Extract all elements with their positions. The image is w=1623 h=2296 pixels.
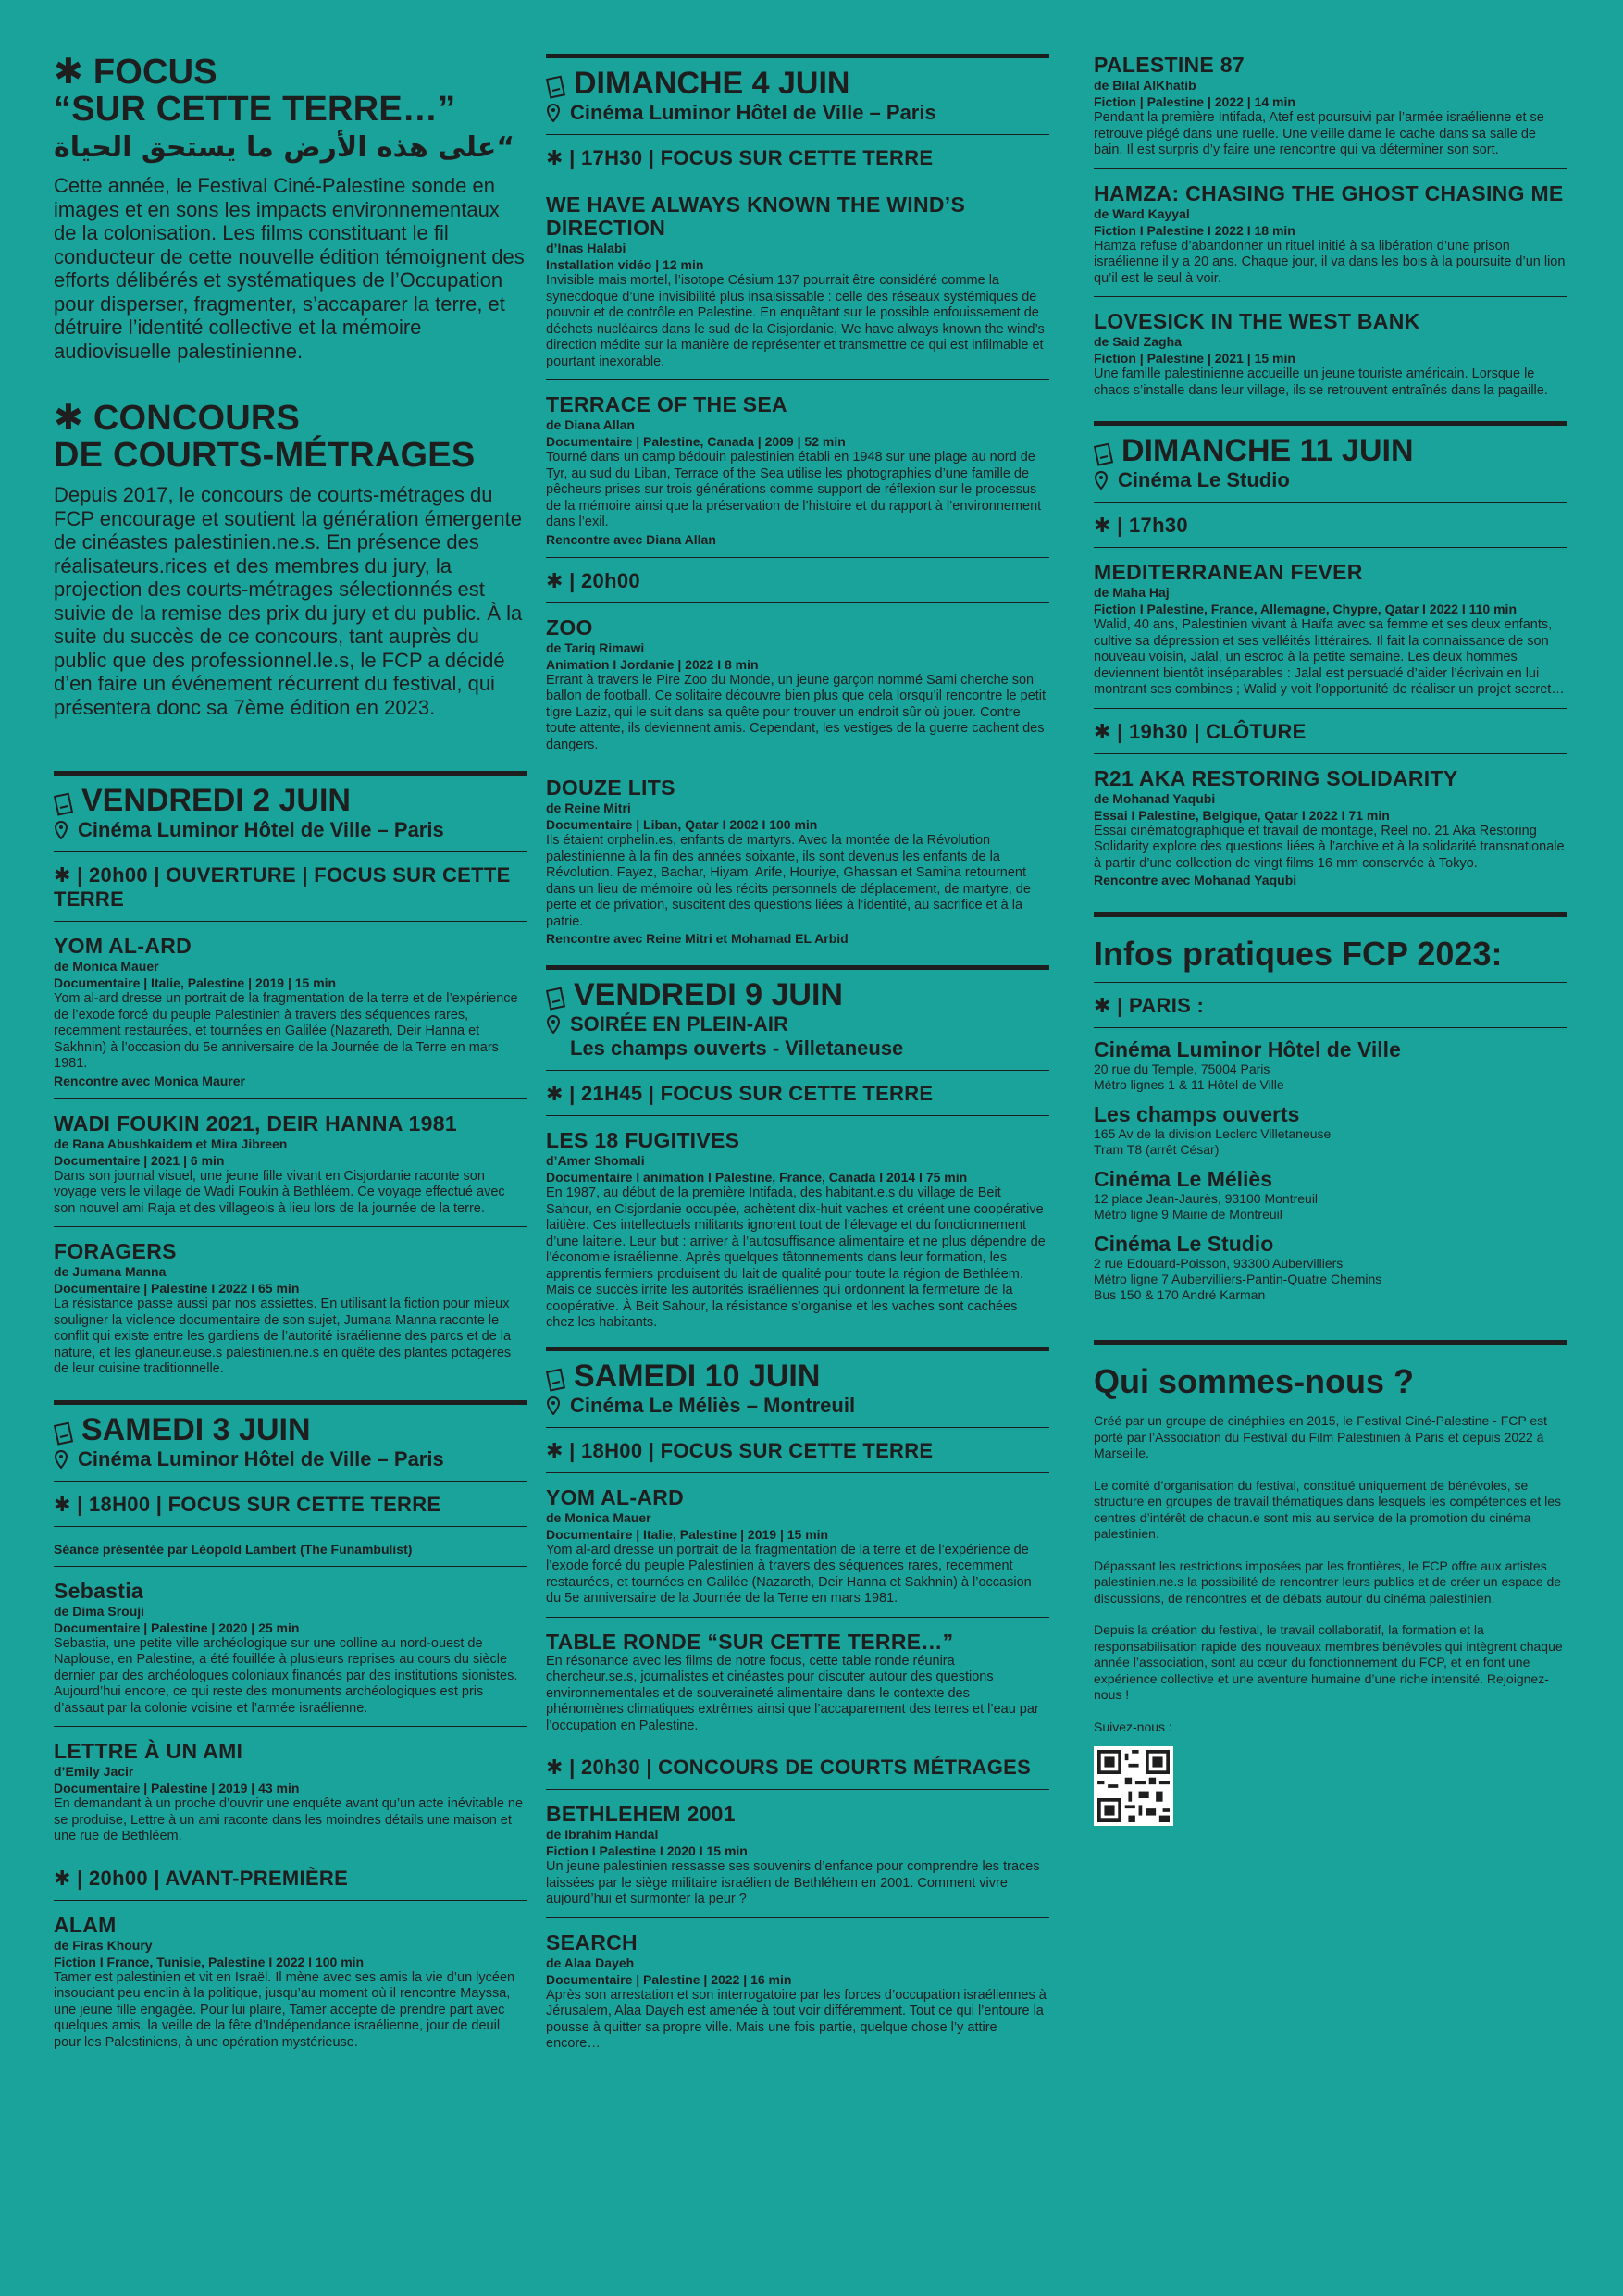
venues-list bbox=[1094, 1037, 1567, 1303]
film-entry bbox=[54, 1740, 527, 1845]
film-director: de Tariq Rimawi bbox=[546, 639, 645, 655]
qr-code-icon[interactable] bbox=[1094, 1746, 1173, 1826]
divider bbox=[1094, 296, 1567, 297]
film-title: YOM AL-ARD bbox=[54, 934, 192, 958]
film-director: de Mohanad Yaqubi bbox=[1094, 790, 1216, 806]
star-icon: ✱ bbox=[1094, 514, 1111, 537]
film-description: La résistance passe aussi par nos assiettes. En utilisant la fiction pour mieux souligner la violence documentaire de son sujet, Jumana Manna raconte le conflit qui existe entre les gardiens de l’autorité israélienne des parcs et de la nature, et les glaneur.euse.s palestinien.ne.s en quête des plantes potagères de leur cuisine traditionnelle. bbox=[54, 1297, 512, 1376]
star-icon: ✱ bbox=[54, 1866, 71, 1890]
focus-text: Cette année, le Festival Ciné-Palestine sonde en images et en sons les impacts environnementaux de la colonisation. Les films constituant le fil conducteur de cette nouvelle édition témoignent des efforts délibérés et systématiques de l’Occupation pour disperser, fragmenter, s’accaparer la terre, et détruire l’identité collective et la mémoire audiovisuelle palestinienne. bbox=[54, 174, 525, 363]
film-entry bbox=[54, 935, 527, 1089]
session-heading: ✱ | 20h00 | AVANT-PREMIÈRE bbox=[54, 1866, 349, 1890]
film-entry bbox=[1094, 767, 1567, 889]
venue: SOIRÉE EN PLEIN-AIR Les champs ouverts - Villetaneuse bbox=[546, 1012, 1049, 1061]
venue: Cinéma Luminor Hôtel de Ville – Paris bbox=[546, 101, 1049, 125]
qui-sommes-nous bbox=[1094, 1340, 1567, 1831]
film-meta: Documentaire | Palestine | 2019 | 43 min bbox=[54, 1781, 300, 1795]
film-title: YOM AL-ARD bbox=[546, 1484, 685, 1509]
film-meta: Documentaire | Italie, Palestine | 2019 | 15 min bbox=[546, 1526, 829, 1542]
film-director: de Diana Allan bbox=[546, 417, 635, 432]
paris-heading: ✱ | PARIS : bbox=[1094, 994, 1205, 1017]
session-heading: ✱ | 20h00 bbox=[546, 568, 640, 592]
location-pin-icon bbox=[546, 104, 561, 122]
film-description: Dans son journal visuel, une jeune fille vivant en Cisjordanie raconte son voyage vers le village de Wadi Foukin à Bethléem. Ce voyage effectué avec son nouvel ami Raja et des villageois à lieu lors de la journée de la terre. bbox=[54, 1168, 505, 1216]
divider bbox=[54, 1098, 527, 1099]
venue-address: 2 rue Edouard-Poisson, 93300 Aubervilliers bbox=[1094, 1256, 1344, 1271]
day-title: SAMEDI 3 JUIN bbox=[81, 1411, 311, 1447]
film-title: FORAGERS bbox=[54, 1239, 177, 1263]
film-director: de Jumana Manna bbox=[54, 1264, 167, 1279]
ticket-icon bbox=[546, 987, 566, 1011]
film-meta: Fiction I Palestine I 2022 I 18 min bbox=[1094, 222, 1295, 238]
film-description: Invisible mais mortel, l’isotope Césium 137 pourrait être considéré comme la synecdoque d’une invisibilité plus insaisissable : celle des réseaux systémiques de pouvoir et de contrôle en Palestine. En enquêtant sur le possible enfouissement de déchets nucléaires dans le sud de la Cisjordanie, We have always known the wind’s direction médite sur la manière de représenter et transmettre ce qui est infilmable et pourtant inexorable. bbox=[546, 273, 1045, 369]
film-meta: Documentaire | Palestine | 2022 | 16 min bbox=[546, 1971, 792, 1987]
film-entry bbox=[1094, 182, 1567, 288]
day-title: SAMEDI 10 JUIN bbox=[574, 1358, 821, 1394]
qui-title: Qui sommes-nous ? bbox=[1094, 1362, 1415, 1400]
ticket-icon bbox=[546, 1368, 566, 1392]
divider bbox=[54, 1226, 527, 1227]
film-description: Un jeune palestinien ressasse ses souvenirs d’enfance pour comprendre les traces laissées par le siège militaire israélien de Bethléhem en 2001. Comment vivre aujourd’hui et surmonter la peur ? bbox=[546, 1859, 1040, 1906]
venue-transport: Tram T8 (arrêt César) bbox=[1094, 1142, 1220, 1157]
film-entry bbox=[546, 616, 1049, 754]
film-meta: Fiction | Palestine | 2022 | 14 min bbox=[1094, 94, 1295, 109]
film-title: ZOO bbox=[546, 614, 593, 639]
day-dimanche-4 bbox=[546, 54, 1049, 947]
film-meta: Installation vidéo | 12 min bbox=[546, 257, 704, 272]
film-entry bbox=[546, 1803, 1049, 1908]
venue: Cinéma Le Studio bbox=[1094, 468, 1567, 492]
film-director: de Monica Mauer bbox=[54, 959, 159, 974]
session-heading: ✱ | 19h30 | CLÔTURE bbox=[1094, 719, 1307, 743]
film-description: En 1987, au début de la première Intifada, des habitant.e.s du village de Beit Sahour, en Cisjordanie occupée, achètent dix-huit vaches et créent une coopérative laitière. Ces intellectuels militants ignorent tout de l’élevage et du fonctionnement d’une laiterie. Leur but : arriver à l’autosuffisance alimentaire et ne plus dépendre de l’économie israélienne. Après quelques tâtonnements dans leur formation, les apprentis fermiers produisent du lait de qualité pour toute la région de Bethléem. Mais ce succès irrite les autorités israéliennes qui ordonnent la fermeture de la coopérative. À Beit Sahour, la résistance s’organise et les vaches sont cachées chez les habitants. bbox=[546, 1185, 1046, 1330]
film-entry bbox=[546, 776, 1049, 947]
venue-entry bbox=[1094, 1037, 1567, 1093]
film-description: Après son arrestation et son interrogatoire par les forces d’occupation israéliennes à Jérusalem, Alaa Dayeh est amenée à tout voir différemment. Tout ce qui l’entoure la pousse à quitter sa propre ville. Mais une fois partie, quelque chose l’y attire encore… bbox=[546, 1987, 1047, 2051]
star-icon: ✱ bbox=[546, 568, 564, 592]
film-director: de Rana Abushkaidem et Mira Jibreen bbox=[54, 1136, 288, 1151]
film-meta: Documentaire | Italie, Palestine | 2019 | 15 min bbox=[54, 975, 337, 990]
film-title: TERRACE OF THE SEA bbox=[546, 392, 787, 416]
film-description: Yom al-ard dresse un portrait de la fragmentation de la terre et de l’expérience de l’exode forcé du peuple Palestinien à travers des séquences rares, recemment restaurées, et tournées en Galilée (Nazareth, Deir Hanna et Sakhnin) à l’occasion du 5e anniversaire de la Journée de la Terre en mars 1981. bbox=[54, 991, 518, 1071]
film-meta: Documentaire | Palestine, Canada | 2009 | 52 min bbox=[546, 434, 846, 449]
film-description: Tamer est palestinien et vit en Israël. Il mène avec ses amis la vie d’un lycéen insouciant peu enclin à la politique, jusqu’au moment où il rencontre Mayssa, une jeune fille engagée. Pour lui plaire, Tamer accepte de prendre part avec quelques amis, la veille de la fête d’Indépendance israélienne, jour de deuil pour les Palestiniens, à une opération mystérieuse. bbox=[54, 1969, 515, 2050]
film-entry bbox=[546, 1931, 1049, 2053]
film-meeting: Rencontre avec Reine Mitri et Mohamad EL Arbid bbox=[546, 931, 849, 946]
session-heading: ✱ | 21H45 | FOCUS SUR CETTE TERRE bbox=[546, 1082, 934, 1105]
film-description: Hamza refuse d’abandonner un rituel initié à sa libération d’une prison israélienne il y a 20 ans. Chaque jour, il va dans les bois à la poursuite d’un lion qu’il est le seul à voir. bbox=[1094, 238, 1566, 286]
infos-title: Infos pratiques FCP 2023: bbox=[1094, 935, 1503, 973]
venue-address: 165 Av de la division Leclerc Villetaneuse bbox=[1094, 1126, 1332, 1141]
location-pin-icon bbox=[546, 1396, 561, 1415]
film-title: DOUZE LITS bbox=[546, 776, 675, 800]
film-entry bbox=[54, 1240, 527, 1378]
ticket-icon bbox=[54, 1421, 74, 1446]
film-director: d’Inas Halabi bbox=[546, 241, 626, 255]
arabic-title: “على هذه الأرض ما يستحق الحياة bbox=[54, 131, 515, 164]
day-title: VENDREDI 2 JUIN bbox=[81, 783, 351, 818]
film-description: Ils étaient orphelin.es, enfants de martyrs. Avec la montée de la Révolution palestinienne à la fin des années soixante, ils sont devenus les enfants de la Révolution. Fayez, Bachar, Hiyam, Arife, Houriye, Ghassan et Samiha retournent dans un lieu de mémoire où les récits personnels de déplacement, de martyre, de perte et de privation, suscitent des questions liées à l’identité, au sacrifice et à la patrie. bbox=[546, 833, 1031, 929]
day-samedi-10 bbox=[546, 1347, 1049, 2053]
film-meta: Documentaire | 2021 | 6 min bbox=[54, 1152, 225, 1168]
session-heading: ✱ | 17H30 | FOCUS SUR CETTE TERRE bbox=[546, 146, 934, 169]
session-heading: ✱ | 18H00 | FOCUS SUR CETTE TERRE bbox=[54, 1492, 441, 1516]
film-description: En résonance avec les films de notre focus, cette table ronde réunira chercheur.se.s, journalistes et cinéastes pour discuter autour des questions environnementales et de souveraineté alimentaire dans le contexte des phénomènes climatiques extrêmes ainsi que l’accaparement des terres et l’eau par l’occupation en Palestine. bbox=[546, 1653, 1039, 1733]
venue-transport: Métro ligne 7 Aubervilliers-Pantin-Quatre Chemins bbox=[1094, 1272, 1382, 1286]
qui-text: Créé par un groupe de cinéphiles en 2015, le Festival Ciné-Palestine - FCP est porté par l’Association du Festival du Film Palestinien à Paris et depuis 2022 à Marseille. Le comité d’organisation du festival, constitué uniquement de bénévoles, se structure en groupes de travail thématiques dans lesquels les compétences et les centres d’intérêt de chacun.e sont mis au service de la promotion du cinéma palestinien. Dépassant les restrictions imposées par les frontières, le FCP offre aux artistes palestinien.ne.s la possibilité de rencontrer leurs publics et de créer un espace de discussions, de rencontres et de débats autour du cinéma palestinien. Depuis la création du festival, le travail collaboratif, la formation et la responsabilisation rapide des nouveaux membres bénévoles qui intègrent chaque année l’association, sont au cœur du fonctionnement du FCP, et en font une expérience collective et une aventure humaine d’une riche intensité. Rejoignez-nous ! Suivez-nous : bbox=[1094, 1413, 1563, 1734]
film-entry bbox=[546, 1631, 1049, 1735]
session-heading: ✱ | 18H00 | FOCUS SUR CETTE TERRE bbox=[546, 1438, 934, 1462]
divider bbox=[1094, 168, 1567, 169]
session-heading: ✱ | 20h00 | OUVERTURE | FOCUS SUR CETTE TERRE bbox=[54, 863, 511, 911]
divider bbox=[546, 379, 1049, 380]
location-pin-icon bbox=[54, 1450, 68, 1469]
venue-name: Cinéma Luminor Hôtel de Ville bbox=[1094, 1037, 1401, 1061]
star-icon: ✱ bbox=[54, 53, 84, 92]
venue-transport: Bus 150 & 170 André Karman bbox=[1094, 1287, 1266, 1302]
film-meta: Documentaire | Palestine | 2020 | 25 min bbox=[54, 1620, 300, 1635]
film-meeting: Rencontre avec Monica Maurer bbox=[54, 1073, 245, 1088]
film-director: d’Emily Jacir bbox=[54, 1764, 134, 1779]
day-vendredi-9 bbox=[546, 965, 1049, 1332]
venue: Cinéma Luminor Hôtel de Ville – Paris bbox=[54, 818, 527, 842]
film-director: d’Amer Shomali bbox=[546, 1153, 645, 1168]
film-description: Essai cinématographique et travail de montage, Reel no. 21 Aka Restoring Solidarity explore des questions liées à l’archive et à la solidarité transnationale à partir d’une collection de vingt films 16 mm conservée à Tokyo. bbox=[1094, 823, 1565, 871]
venue-address: 12 place Jean-Jaurès, 93100 Montreuil bbox=[1094, 1191, 1319, 1206]
film-meta: Documentaire I animation I Palestine, France, Canada I 2014 I 75 min bbox=[546, 1170, 968, 1185]
film-entry bbox=[546, 1486, 1049, 1607]
star-icon: ✱ bbox=[546, 1756, 564, 1779]
film-description: Walid, 40 ans, Palestinien vivant à Haïfa avec sa femme et ses deux enfants, cultive sa dépression et ses velléités littéraires. Il fait la connaissance de son nouveau voisin, Jalal, un escroc à la petite semaine. Les deux hommes deviennent bientôt inséparables : Jalal est persuadé d’aider l’écrivain en lui montrant ses combines ; Walid y voit l’opportunité de réaliser un projet secret… bbox=[1094, 617, 1565, 697]
session-heading: ✱ | 17h30 bbox=[1094, 514, 1188, 537]
film-title: WADI FOUKIN 2021, DEIR HANNA 1981 bbox=[54, 1111, 457, 1136]
venue-name: Cinéma Le Studio bbox=[1094, 1232, 1274, 1256]
divider bbox=[54, 1726, 527, 1727]
film-entry bbox=[54, 1580, 527, 1718]
film-entry bbox=[54, 1914, 527, 2052]
day-samedi-3 bbox=[54, 1400, 527, 2052]
venue: Cinéma Luminor Hôtel de Ville – Paris bbox=[54, 1447, 527, 1471]
star-icon: ✱ bbox=[54, 863, 71, 887]
film-meeting: Rencontre avec Diana Allan bbox=[546, 531, 716, 547]
column-middle bbox=[546, 54, 1049, 2053]
film-director: de Firas Khoury bbox=[54, 1937, 153, 1953]
film-meta: Animation I Jordanie | 2022 I 8 min bbox=[546, 656, 759, 672]
venue-name: Les champs ouverts bbox=[1094, 1102, 1300, 1126]
film-director: de Ward Kayyal bbox=[1094, 205, 1190, 221]
session-heading: ✱ | 20h30 | CONCOURS DE COURTS MÉTRAGES bbox=[546, 1756, 1032, 1779]
film-description: En demandant à un proche d’ouvrir une enquête avant qu’un acte inévitable ne se produise, Lettre à un ami raconte dans les moindres détails une maison et une rue de Bethléem. bbox=[54, 1796, 524, 1843]
day-title: DIMANCHE 4 JUIN bbox=[574, 66, 850, 101]
film-description: Pendant la première Intifada, Atef est poursuivi par l’armée israélienne et se retrouve piégé dans une ruelle. Une vieille dame le cache dans sa salle de bain. Il est surpris d’y faire une rencontre qui va déterminer son sort. bbox=[1094, 110, 1544, 157]
film-title: Sebastia bbox=[54, 1578, 144, 1603]
film-title: LES 18 FUGITIVES bbox=[546, 1128, 740, 1152]
film-meta: Documentaire | Liban, Qatar I 2002 I 100 min bbox=[546, 817, 818, 832]
film-meta: Fiction I France, Tunisie, Palestine I 2022 I 100 min bbox=[54, 1954, 365, 1969]
star-icon: ✱ bbox=[546, 1438, 564, 1462]
location-pin-icon bbox=[54, 821, 68, 839]
film-meta: Essai I Palestine, Belgique, Qatar I 2022 I 71 min bbox=[1094, 807, 1390, 823]
film-meta: Fiction | Palestine | 2021 | 15 min bbox=[1094, 351, 1295, 366]
star-icon: ✱ bbox=[1094, 994, 1111, 1017]
star-icon: ✱ bbox=[1094, 719, 1111, 743]
film-entry bbox=[54, 1112, 527, 1218]
film-meta: Documentaire | Palestine I 2022 I 65 min bbox=[54, 1281, 300, 1296]
film-entry bbox=[1094, 310, 1567, 399]
venue-entry bbox=[1094, 1232, 1567, 1303]
film-title: WE HAVE ALWAYS KNOWN THE WIND’S DIRECTION bbox=[546, 192, 966, 240]
venue: Cinéma Le Méliès – Montreuil bbox=[546, 1394, 1049, 1418]
focus-title: ✱ FOCUS “SUR CETTE TERRE…” bbox=[54, 53, 456, 129]
film-meeting: Rencontre avec Mohanad Yaqubi bbox=[1094, 873, 1297, 887]
star-icon: ✱ bbox=[546, 146, 564, 169]
film-director: de Bilal AlKhatib bbox=[1094, 78, 1196, 93]
film-director: de Ibrahim Handal bbox=[546, 1827, 659, 1842]
column-left bbox=[54, 54, 527, 2051]
film-title: LOVESICK IN THE WEST BANK bbox=[1094, 309, 1420, 333]
concours-text: Depuis 2017, le concours de courts-métrages du FCP encourage et soutient la génération émergente de cinéastes palestinien.ne.s. En présence des réalisateurs.rices et des membres du jury, la projection des courts-métrages sélectionnés est suivie de la remise des prix du jury et du public. À la suite du succès de ce concours, tant auprès du public que des professionnel.le.s, le FCP a décidé d’en faire un événement récurrent du festival, qui présentera donc sa 7ème édition en 2023. bbox=[54, 483, 523, 719]
divider bbox=[546, 557, 1049, 558]
film-title: SEARCH bbox=[546, 1930, 638, 1955]
location-pin-icon bbox=[1094, 471, 1109, 490]
divider bbox=[1094, 708, 1567, 709]
ticket-icon bbox=[546, 75, 566, 99]
film-entry bbox=[1094, 561, 1567, 699]
film-title: ALAM bbox=[54, 1912, 117, 1937]
film-description: Yom al-ard dresse un portrait de la fragmentation de la terre et de l’expérience de l’exode forcé du peuple Palestinien à travers des séquences rares, recemment restaurées, et tournées en Galilée (Nazareth, Deir Hanna et Sakhnin) à l’occasion du 5e anniversaire de la Journée de la Terre en mars 1981. bbox=[546, 1542, 1032, 1606]
film-entry bbox=[546, 1129, 1049, 1332]
star-icon: ✱ bbox=[54, 1492, 71, 1516]
column-right bbox=[1094, 54, 1567, 1831]
film-description: Une famille palestinienne accueille un jeune touriste américain. Lorsque le chaos s’installe dans leur village, ils se retrouvent entraînés dans la pagaille. bbox=[1094, 366, 1548, 398]
film-description: Errant à travers le Pire Zoo du Monde, un jeune garçon nommé Sami cherche son ballon de football. Ce solitaire découvre bien plus que cela lorsqu’il rencontre le petit tigre Laziz, qui le suit dans sa quête pour trouver un endroit sûr où jouer. Contre toute attente, ils deviennent amis. Cependant, les vestiges de la guerre cachent des dangers. bbox=[546, 672, 1047, 752]
day-dimanche-11 bbox=[1094, 421, 1567, 888]
film-entry bbox=[546, 193, 1049, 370]
film-entry bbox=[546, 393, 1049, 548]
venue-transport: Métro lignes 1 & 11 Hôtel de Ville bbox=[1094, 1077, 1284, 1092]
film-meta: Fiction I Palestine I 2020 I 15 min bbox=[546, 1843, 748, 1858]
film-entry bbox=[1094, 54, 1567, 159]
concours-title: ✱ CONCOURS DE COURTS-MÉTRAGES bbox=[54, 399, 476, 475]
film-director: de Said Zagha bbox=[1094, 334, 1182, 349]
infos-pratiques bbox=[1094, 912, 1567, 1303]
ticket-icon bbox=[54, 792, 74, 816]
divider bbox=[546, 1917, 1049, 1918]
venue-name: Cinéma Le Méliès bbox=[1094, 1167, 1273, 1191]
film-title: BETHLEHEM 2001 bbox=[546, 1802, 736, 1826]
divider bbox=[546, 1617, 1049, 1618]
film-title: PALESTINE 87 bbox=[1094, 53, 1245, 77]
venue-entry bbox=[1094, 1102, 1567, 1158]
film-director: de Monica Mauer bbox=[546, 1509, 651, 1525]
film-director: de Reine Mitri bbox=[546, 800, 631, 815]
day-vendredi-2 bbox=[54, 771, 527, 1378]
film-title: LETTRE À UN AMI bbox=[54, 1739, 243, 1763]
film-title: R21 AKA RESTORING SOLIDARITY bbox=[1094, 765, 1458, 790]
venue-transport: Métro ligne 9 Mairie de Montreuil bbox=[1094, 1207, 1282, 1222]
film-meta: Fiction I Palestine, France, Allemagne, Chypre, Qatar I 2022 I 110 min bbox=[1094, 602, 1517, 616]
film-title: HAMZA: CHASING THE GHOST CHASING ME bbox=[1094, 180, 1564, 205]
film-title: MEDITERRANEAN FEVER bbox=[1094, 560, 1363, 584]
film-director: de Alaa Dayeh bbox=[546, 1955, 635, 1970]
session-presenter: Séance présentée par Léopold Lambert (The Funambulist) bbox=[54, 1541, 413, 1557]
film-description: Tourné dans un camp bédouin palestinien établi en 1948 sur une plage au nord de Tyr, au sud du Liban, Terrace of the Sea utilise les photographies d’une famille de pêcheurs prises sur trois générations comme support de réflexion sur le processus de la mémoire ainsi que la préservation de l’histoire et du rapport à l’environnement dans l’exil. bbox=[546, 450, 1042, 529]
location-pin-icon bbox=[546, 1015, 561, 1034]
film-director: de Dima Srouji bbox=[54, 1603, 145, 1619]
ticket-icon bbox=[1094, 442, 1114, 466]
day-title: DIMANCHE 11 JUIN bbox=[1121, 433, 1414, 468]
film-description: Sebastia, une petite ville archéologique sur une colline au nord-ouest de Naplouse, en Palestine, a été fouillée à plusieurs reprises au cours du siècle dernier par des archéologues coloniaux financés par des institutions sionistes. Aujourd’hui encore, ce qui reste des monuments archéologiques est pris d’assaut par la colonie voisine et l’armée israélienne. bbox=[54, 1635, 518, 1716]
film-title: TABLE RONDE “SUR CETTE TERRE…” bbox=[546, 1629, 954, 1654]
star-icon: ✱ bbox=[546, 1082, 564, 1105]
day-title: VENDREDI 9 JUIN bbox=[574, 977, 843, 1012]
film-director: de Maha Haj bbox=[1094, 585, 1170, 600]
venue-entry bbox=[1094, 1167, 1567, 1222]
star-icon: ✱ bbox=[54, 399, 84, 438]
venue-address: 20 rue du Temple, 75004 Paris bbox=[1094, 1061, 1270, 1076]
